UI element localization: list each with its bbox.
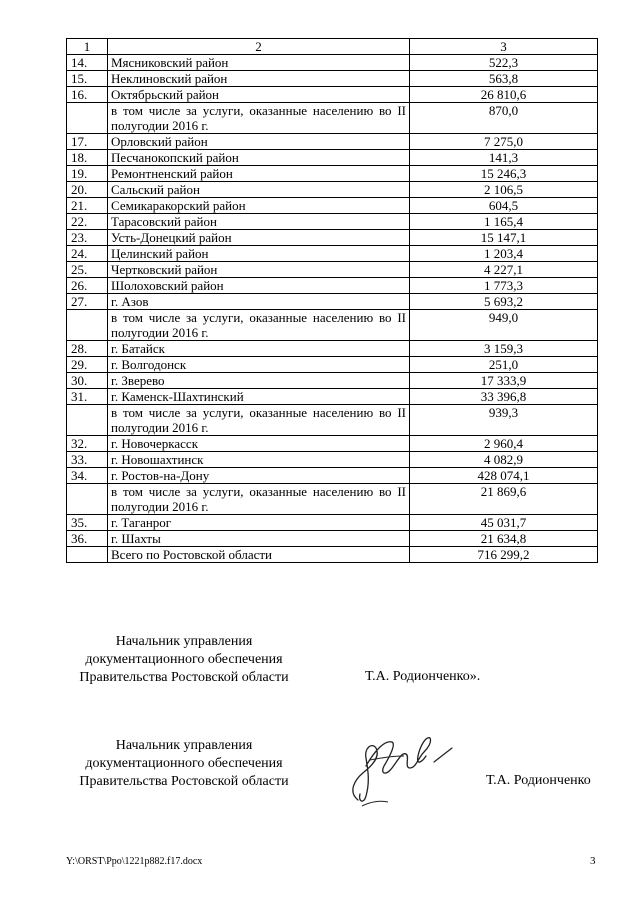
table-row xyxy=(67,547,598,563)
row-number: 22. xyxy=(67,214,108,230)
row-name: Октябрьский район xyxy=(108,87,410,103)
table-row xyxy=(67,515,598,531)
table-row xyxy=(67,71,598,87)
row-number: 28. xyxy=(67,341,108,357)
row-number: 31. xyxy=(67,389,108,405)
table-header-row xyxy=(67,39,598,55)
row-number: 25. xyxy=(67,262,108,278)
row-value: 21 869,6 xyxy=(410,484,598,515)
row-value: 2 106,5 xyxy=(410,182,598,198)
row-name: г. Таганрог xyxy=(108,515,410,531)
row-value: 4 227,1 xyxy=(410,262,598,278)
table-row xyxy=(67,150,598,166)
row-name: г. Зверево xyxy=(108,373,410,389)
row-name: Всего по Ростовской области xyxy=(108,547,410,563)
row-name: Чертковский район xyxy=(108,262,410,278)
table-row xyxy=(67,214,598,230)
table-row xyxy=(67,55,598,71)
row-value: 3 159,3 xyxy=(410,341,598,357)
table-row xyxy=(67,373,598,389)
row-number: 24. xyxy=(67,246,108,262)
signatory-name-1: Т.А. Родионченко». xyxy=(365,669,481,684)
row-number xyxy=(67,484,108,515)
row-name: Тарасовский район xyxy=(108,214,410,230)
table-row xyxy=(67,436,598,452)
signature-title-line-2: документационного обеспечения xyxy=(85,652,283,667)
table-row xyxy=(67,389,598,405)
table-row xyxy=(67,246,598,262)
row-name: Песчанокопский район xyxy=(108,150,410,166)
table-row xyxy=(67,230,598,246)
row-name: в том числе за услуги, оказанные населению во II полугодии 2016 г. xyxy=(108,103,410,134)
table-row xyxy=(67,278,598,294)
row-name: в том числе за услуги, оказанные населению во II полугодии 2016 г. xyxy=(108,405,410,436)
header-col-2: 2 xyxy=(108,39,410,55)
row-name: Семикаракорский район xyxy=(108,198,410,214)
row-value: 1 203,4 xyxy=(410,246,598,262)
row-value: 604,5 xyxy=(410,198,598,214)
table-subrow xyxy=(67,103,598,134)
row-name: Усть-Донецкий район xyxy=(108,230,410,246)
header-col-1: 1 xyxy=(67,39,108,55)
row-number: 29. xyxy=(67,357,108,373)
row-value: 2 960,4 xyxy=(410,436,598,452)
row-value: 4 082,9 xyxy=(410,452,598,468)
row-number: 36. xyxy=(67,531,108,547)
row-name: в том числе за услуги, оказанные населению во II полугодии 2016 г. xyxy=(108,310,410,341)
signature-title-line-3: Правительства Ростовской области xyxy=(79,774,289,789)
row-value: 716 299,2 xyxy=(410,547,598,563)
table-row xyxy=(67,182,598,198)
signature-title-line-1: Начальник управления xyxy=(115,738,253,753)
row-name: г. Батайск xyxy=(108,341,410,357)
file-path: Y:\ORST\Ppo\1221p882.f17.docx xyxy=(66,856,203,867)
signature-title-line-3: Правительства Ростовской области xyxy=(79,670,289,685)
row-number: 18. xyxy=(67,150,108,166)
row-number: 27. xyxy=(67,294,108,310)
row-name: Шолоховский район xyxy=(108,278,410,294)
row-name: Целинский район xyxy=(108,246,410,262)
row-number xyxy=(67,547,108,563)
table-row xyxy=(67,341,598,357)
row-value: 251,0 xyxy=(410,357,598,373)
row-number: 16. xyxy=(67,87,108,103)
signature-title-line-1: Начальник управления xyxy=(115,634,253,649)
row-name: Сальский район xyxy=(108,182,410,198)
row-number: 33. xyxy=(67,452,108,468)
row-number: 35. xyxy=(67,515,108,531)
table-row xyxy=(67,87,598,103)
signature-block-2 xyxy=(64,737,304,791)
table-row xyxy=(67,166,598,182)
row-number: 26. xyxy=(67,278,108,294)
data-table xyxy=(66,38,598,563)
table-row xyxy=(67,294,598,310)
row-value: 15 246,3 xyxy=(410,166,598,182)
row-value: 141,3 xyxy=(410,150,598,166)
row-name: г. Каменск-Шахтинский xyxy=(108,389,410,405)
row-name: г. Азов xyxy=(108,294,410,310)
row-value: 939,3 xyxy=(410,405,598,436)
row-name: Орловский район xyxy=(108,134,410,150)
table-subrow xyxy=(67,310,598,341)
row-value: 33 396,8 xyxy=(410,389,598,405)
row-number: 21. xyxy=(67,198,108,214)
row-number xyxy=(67,405,108,436)
row-value: 45 031,7 xyxy=(410,515,598,531)
row-name: г. Новошахтинск xyxy=(108,452,410,468)
table-row xyxy=(67,134,598,150)
row-value: 5 693,2 xyxy=(410,294,598,310)
table-row xyxy=(67,262,598,278)
row-number: 19. xyxy=(67,166,108,182)
signature-title-line-2: документационного обеспечения xyxy=(85,756,283,771)
signatory-name-2: Т.А. Родионченко xyxy=(486,773,591,788)
table-row xyxy=(67,468,598,484)
row-value: 1 165,4 xyxy=(410,214,598,230)
row-value: 17 333,9 xyxy=(410,373,598,389)
row-name: Мясниковский район xyxy=(108,55,410,71)
row-number: 14. xyxy=(67,55,108,71)
row-number xyxy=(67,103,108,134)
row-name: Ремонтненский район xyxy=(108,166,410,182)
row-value: 26 810,6 xyxy=(410,87,598,103)
row-value: 428 074,1 xyxy=(410,468,598,484)
handwritten-signature xyxy=(340,722,460,812)
row-name: г. Шахты xyxy=(108,531,410,547)
row-number xyxy=(67,310,108,341)
row-value: 522,3 xyxy=(410,55,598,71)
signature-block-1 xyxy=(64,633,304,687)
row-value: 7 275,0 xyxy=(410,134,598,150)
table-row xyxy=(67,357,598,373)
page-number: 3 xyxy=(590,855,596,867)
row-number: 17. xyxy=(67,134,108,150)
table-subrow xyxy=(67,405,598,436)
table-row xyxy=(67,198,598,214)
row-name: г. Ростов-на-Дону xyxy=(108,468,410,484)
row-number: 34. xyxy=(67,468,108,484)
row-value: 1 773,3 xyxy=(410,278,598,294)
row-number: 15. xyxy=(67,71,108,87)
row-value: 21 634,8 xyxy=(410,531,598,547)
row-name: г. Новочеркасск xyxy=(108,436,410,452)
row-name: г. Волгодонск xyxy=(108,357,410,373)
header-col-3: 3 xyxy=(410,39,598,55)
table-row xyxy=(67,452,598,468)
row-value: 870,0 xyxy=(410,103,598,134)
row-value: 949,0 xyxy=(410,310,598,341)
table-row xyxy=(67,531,598,547)
row-name: Неклиновский район xyxy=(108,71,410,87)
row-number: 20. xyxy=(67,182,108,198)
row-value: 15 147,1 xyxy=(410,230,598,246)
row-number: 32. xyxy=(67,436,108,452)
row-number: 30. xyxy=(67,373,108,389)
row-name: в том числе за услуги, оказанные населению во II полугодии 2016 г. xyxy=(108,484,410,515)
row-number: 23. xyxy=(67,230,108,246)
row-value: 563,8 xyxy=(410,71,598,87)
table-subrow xyxy=(67,484,598,515)
